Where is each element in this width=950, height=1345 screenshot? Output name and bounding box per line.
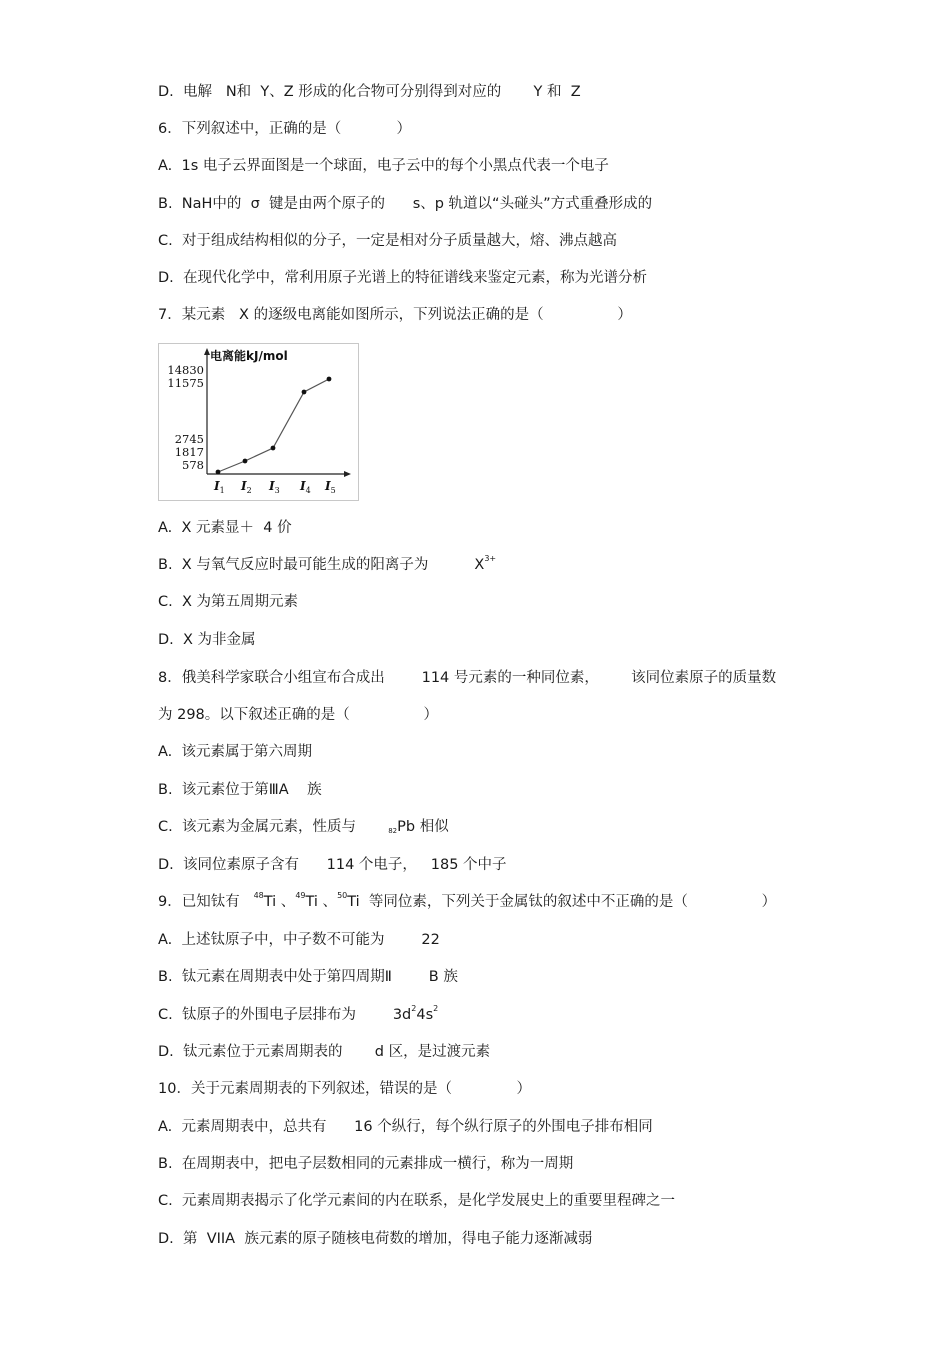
x-tick-label: $I_2$ xyxy=(241,479,252,495)
mass-number-50: 50 xyxy=(337,891,348,900)
ionization-energy-line xyxy=(218,379,329,472)
y-tick-label: 2745 xyxy=(174,432,204,446)
q10-option-c: C. 元素周期表揭示了化学元素间的内在联系，是化学发展史上的重要里程碑之一 xyxy=(158,1193,675,1209)
y-tick-label: 11575 xyxy=(167,376,204,390)
q8-option-b: B. 该元素位于第ⅢA 族 xyxy=(158,782,322,798)
q6-option-d: D. 在现代化学中，常利用原子光谱上的特征谱线来鉴定元素，称为光谱分析 xyxy=(158,270,647,286)
y-tick-label: 14830 xyxy=(167,363,204,377)
q10-stem: 10．关于元素周期表的下列叙述，错误的是（ ） xyxy=(158,1081,531,1097)
y-tick-label: 1817 xyxy=(174,445,204,459)
electron-count-3d: 2 xyxy=(411,1004,417,1013)
q8-option-c-text: C. 该元素为金属元素，性质与 xyxy=(158,819,389,835)
q6-option-a: A. 1s 电子云界面图是一个球面，电子云中的每个小黑点代表一个电子 xyxy=(158,158,609,174)
y-tick-labels xyxy=(167,363,204,472)
atomic-number-subscript: 82 xyxy=(388,827,398,835)
x-tick-labels xyxy=(213,479,336,495)
y-axis-title: 电离能kJ/mol xyxy=(210,349,288,363)
x-tick-label: $I_3$ xyxy=(269,479,280,495)
q9-stem xyxy=(158,892,776,912)
q7-option-b xyxy=(158,555,496,575)
q5-option-d: D. 电解 N和 Y、Z 形成的化合物可分别得到对应的 Y 和 Z xyxy=(158,84,581,100)
series-line xyxy=(216,377,332,475)
q8-option-d: D. 该同位素原子含有 114 个电子， 185 个中子 xyxy=(158,857,507,873)
data-point xyxy=(216,470,221,475)
q9-option-c-text: C. 钛原子的外围电子层排布为 3d xyxy=(158,1007,412,1023)
q9-option-c xyxy=(158,1005,438,1025)
q7-option-c: C. X 为第五周期元素 xyxy=(158,594,298,610)
q10-option-d: D. 第 VIIA 族元素的原子随核电荷数的增加，得电子能力逐渐减弱 xyxy=(158,1231,593,1247)
q9-stem-text: 9．已知钛有 xyxy=(158,894,254,910)
ti-48: Ti 、 xyxy=(263,894,296,910)
x-tick-label: $I_1$ xyxy=(214,479,225,495)
q7-option-d: D. X 为非金属 xyxy=(158,632,256,648)
q9-option-a: A. 上述钛原子中，中子数不可能为 22 xyxy=(158,932,440,948)
data-point xyxy=(327,377,332,382)
q7-option-b-text: B. X 与氧气反应时最可能生成的阳离子为 X xyxy=(158,557,485,573)
q6-option-c: C. 对于组成结构相似的分子，一定是相对分子质量越大，熔、沸点越高 xyxy=(158,233,617,249)
q6-option-b: B. NaH中的 σ 键是由两个原子的 s、p 轨道以“头碰头”方式重叠形成的 xyxy=(158,196,653,212)
y-tick-label: 578 xyxy=(182,458,204,472)
chart-canvas xyxy=(159,344,360,502)
q9-option-d: D. 钛元素位于元素周期表的 d 区，是过渡元素 xyxy=(158,1044,491,1060)
x-tick-label: $I_4$ xyxy=(300,479,311,495)
orbital-4s: 4s xyxy=(416,1007,434,1023)
q10-option-b: B. 在周期表中，把电子层数相同的元素排成一横行，称为一周期 xyxy=(158,1156,574,1172)
data-point xyxy=(243,459,248,464)
q8-option-a: A. 该元素属于第六周期 xyxy=(158,744,312,760)
y-axis-label-group xyxy=(210,348,288,363)
ti-49: Ti 、 xyxy=(305,894,338,910)
mass-number-49: 49 xyxy=(295,891,306,900)
mass-number-48: 48 xyxy=(253,891,264,900)
ionization-energy-chart xyxy=(158,343,359,501)
x-axis-arrow xyxy=(344,471,351,477)
q7-option-a: A. X 元素显＋ 4 价 xyxy=(158,520,292,536)
x-tick-label: $I_5$ xyxy=(325,479,336,495)
data-point xyxy=(302,390,307,395)
q8-stem-line2: 为 298。以下叙述正确的是（ ） xyxy=(158,707,439,723)
q10-option-a: A. 元素周期表中，总共有 16 个纵行，每个纵行原子的外围电子排布相同 xyxy=(158,1119,653,1135)
q9-option-b: B. 钛元素在周期表中处于第四周期Ⅱ B 族 xyxy=(158,969,458,985)
q8-option-c xyxy=(158,817,449,837)
chart-axes xyxy=(204,348,351,477)
charge-superscript: 3+ xyxy=(484,554,497,563)
q6-stem: 6．下列叙述中，正确的是（ ） xyxy=(158,121,412,137)
q8-stem-line1: 8．俄美科学家联合小组宣布合成出 114 号元素的一种同位素， 该同位素原子的质量数 xyxy=(158,670,777,686)
electron-count-4s: 2 xyxy=(433,1004,439,1013)
q9-stem-tail: Ti 等同位素，下列关于金属钛的叙述中不正确的是（ ） xyxy=(347,894,777,910)
q8-option-c-tail: Pb 相似 xyxy=(397,819,449,835)
data-point xyxy=(271,446,276,451)
q7-stem: 7．某元素 X 的逐级电离能如图所示，下列说法正确的是（ ） xyxy=(158,307,632,323)
